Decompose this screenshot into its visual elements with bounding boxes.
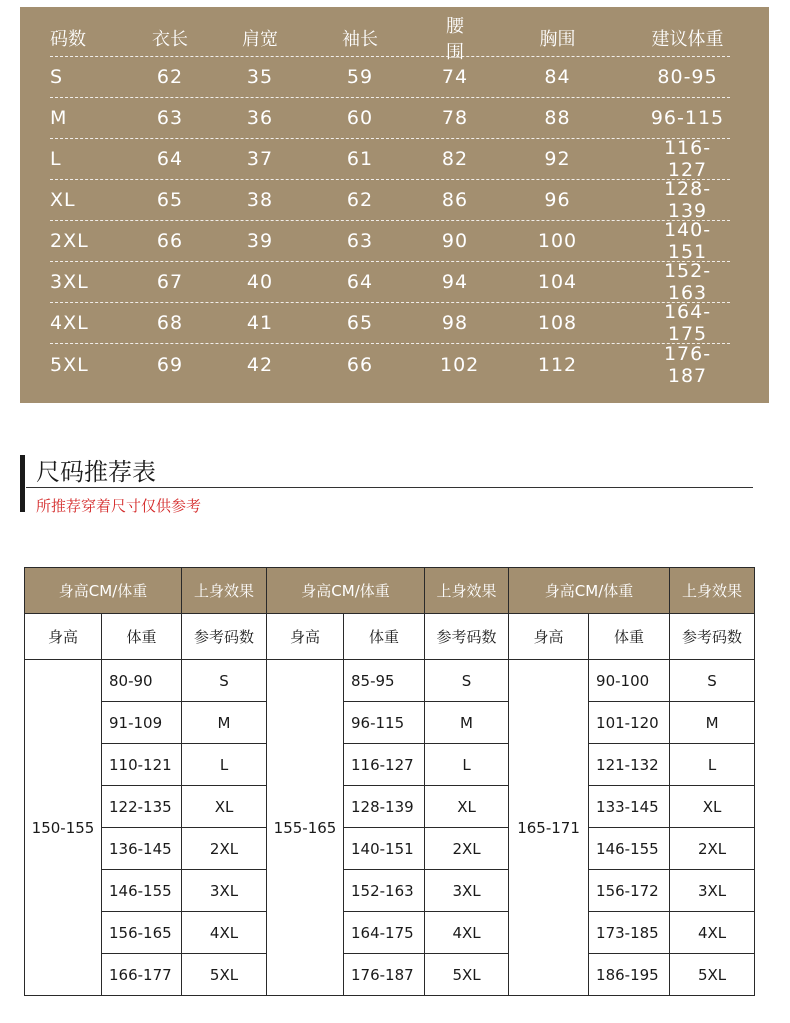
column-header-height: 身高	[509, 614, 589, 660]
size-chart-panel	[20, 7, 769, 403]
size-chart-row	[50, 221, 730, 262]
size-chart-cell: 65	[346, 312, 374, 334]
group-header-row	[25, 568, 755, 614]
size-chart-cell: 102	[440, 353, 480, 376]
size-code-cell: 4XL	[425, 912, 509, 954]
size-chart-cell: 66	[156, 230, 184, 252]
size-chart-header-cell: 肩宽	[242, 28, 278, 50]
weight-range-cell: 136-145	[102, 828, 182, 870]
size-chart-cell: 4XL	[50, 312, 89, 334]
weight-range-cell: 85-95	[344, 660, 425, 702]
weight-range-cell: 186-195	[589, 954, 670, 996]
size-code-cell: S	[425, 660, 509, 702]
height-range-cell: 150-155	[25, 660, 102, 996]
size-chart-cell: 42	[246, 353, 274, 376]
column-header-size: 参考码数	[425, 614, 509, 660]
weight-range-cell: 96-115	[344, 702, 425, 744]
size-chart-cell: S	[50, 66, 64, 88]
column-header-weight: 体重	[344, 614, 425, 660]
size-code-cell: M	[670, 702, 755, 744]
size-chart-cell: 98	[441, 312, 469, 334]
weight-range-cell: 164-175	[344, 912, 425, 954]
column-header-size: 参考码数	[182, 614, 267, 660]
effect-header-cell: 上身效果	[425, 568, 509, 614]
weight-range-cell: 80-90	[102, 660, 182, 702]
table-row	[25, 828, 755, 870]
size-chart-header-cell: 胸围	[539, 28, 576, 50]
size-chart-cell: 64	[156, 148, 184, 170]
size-chart-header-cell: 建议体重	[651, 28, 724, 50]
size-chart-table	[50, 15, 730, 387]
size-chart-header-cell: 腰围	[446, 15, 464, 63]
weight-range-cell: 146-155	[102, 870, 182, 912]
weight-range-cell: 110-121	[102, 744, 182, 786]
weight-range-cell: 90-100	[589, 660, 670, 702]
size-code-cell: 5XL	[425, 954, 509, 996]
table-row	[25, 786, 755, 828]
weight-range-cell: 121-132	[589, 744, 670, 786]
weight-range-cell: 91-109	[102, 702, 182, 744]
group-header-cell: 身高CM/体重	[267, 568, 425, 614]
weight-range-cell: 166-177	[102, 954, 182, 996]
table-row	[25, 954, 755, 996]
size-chart-cell: 82	[441, 148, 469, 170]
size-code-cell: L	[182, 744, 267, 786]
size-chart-header-row	[50, 15, 730, 63]
size-code-cell: XL	[425, 786, 509, 828]
size-chart-cell: 62	[346, 189, 374, 211]
weight-range-cell: 176-187	[344, 954, 425, 996]
weight-range-cell: 128-139	[344, 786, 425, 828]
column-header-height: 身高	[267, 614, 344, 660]
weight-range-cell: 156-172	[589, 870, 670, 912]
size-chart-cell: 86	[441, 189, 469, 211]
weight-range-cell: 101-120	[589, 702, 670, 744]
size-code-cell: 3XL	[425, 870, 509, 912]
heading-divider	[26, 487, 753, 488]
heading-accent-bar	[20, 455, 25, 512]
weight-range-cell: 152-163	[344, 870, 425, 912]
size-code-cell: 3XL	[182, 870, 267, 912]
size-code-cell: L	[670, 744, 755, 786]
size-chart-cell: 5XL	[50, 353, 89, 376]
column-header-weight: 体重	[589, 614, 670, 660]
size-code-cell: S	[670, 660, 755, 702]
size-chart-cell: 88	[544, 107, 571, 129]
size-recommendation-table	[24, 567, 755, 996]
size-chart-cell: 128-139	[663, 178, 712, 222]
column-header-height: 身高	[25, 614, 102, 660]
size-code-cell: 2XL	[182, 828, 267, 870]
size-code-cell: 5XL	[182, 954, 267, 996]
weight-range-cell: 133-145	[589, 786, 670, 828]
size-chart-header-cell: 码数	[50, 28, 86, 50]
size-chart-cell: 64	[346, 271, 374, 293]
effect-header-cell: 上身效果	[182, 568, 267, 614]
size-chart-cell: 94	[441, 271, 469, 293]
table-row	[25, 870, 755, 912]
size-chart-cell: 39	[246, 230, 274, 252]
size-chart-cell: 63	[156, 107, 184, 129]
size-code-cell: 4XL	[670, 912, 755, 954]
section-title: 尺码推荐表	[36, 458, 156, 486]
column-header-row	[25, 614, 755, 660]
size-code-cell: 5XL	[670, 954, 755, 996]
size-chart-cell: XL	[50, 189, 76, 211]
height-range-cell: 155-165	[267, 660, 344, 996]
size-chart-cell: 3XL	[50, 271, 89, 293]
size-code-cell: L	[425, 744, 509, 786]
size-code-cell: 3XL	[670, 870, 755, 912]
column-header-weight: 体重	[102, 614, 182, 660]
size-chart-cell: 61	[346, 148, 374, 170]
size-chart-cell: 84	[544, 66, 571, 88]
size-chart-row	[50, 262, 730, 303]
size-code-cell: M	[182, 702, 267, 744]
size-chart-row	[50, 180, 730, 221]
size-chart-cell: 80-95	[657, 66, 718, 88]
size-chart-cell: 67	[156, 271, 184, 293]
size-chart-cell: 74	[441, 66, 469, 88]
size-chart-cell: 92	[544, 148, 571, 170]
size-chart-cell: 96	[544, 189, 571, 211]
size-chart-cell: 116-127	[663, 137, 712, 181]
table-row	[25, 660, 755, 702]
size-chart-row	[50, 303, 730, 344]
size-code-cell: XL	[670, 786, 755, 828]
size-chart-row	[50, 57, 730, 98]
size-chart-header-cell: 袖长	[342, 28, 378, 50]
size-code-cell: M	[425, 702, 509, 744]
weight-range-cell: 156-165	[102, 912, 182, 954]
size-chart-cell: 96-115	[650, 107, 725, 129]
size-chart-cell: 108	[537, 312, 578, 334]
size-chart-cell: 59	[346, 66, 374, 88]
size-chart-cell: 164-175	[663, 301, 712, 345]
size-chart-cell: 176-187	[663, 342, 712, 387]
weight-range-cell: 173-185	[589, 912, 670, 954]
size-chart-row	[50, 139, 730, 180]
size-code-cell: 2XL	[670, 828, 755, 870]
size-chart-cell: 63	[346, 230, 374, 252]
size-chart-cell: 78	[441, 107, 469, 129]
table-row	[25, 912, 755, 954]
weight-range-cell: 116-127	[344, 744, 425, 786]
weight-range-cell: 146-155	[589, 828, 670, 870]
size-chart-cell: 60	[346, 107, 374, 129]
size-chart-cell: 104	[537, 271, 578, 293]
size-chart-cell: 66	[346, 353, 374, 376]
size-chart-cell: 2XL	[50, 230, 89, 252]
size-chart-cell: 152-163	[663, 260, 712, 304]
size-chart-cell: 68	[156, 312, 184, 334]
size-code-cell: XL	[182, 786, 267, 828]
size-chart-cell: 112	[537, 353, 578, 376]
size-code-cell: S	[182, 660, 267, 702]
table-row	[25, 702, 755, 744]
size-chart-cell: L	[50, 148, 62, 170]
column-header-size: 参考码数	[670, 614, 755, 660]
group-header-cell: 身高CM/体重	[25, 568, 182, 614]
size-chart-row	[50, 98, 730, 139]
size-chart-cell: 90	[441, 230, 469, 252]
section-subtitle: 所推荐穿着尺寸仅供参考	[36, 497, 202, 515]
size-chart-cell: 41	[246, 312, 274, 334]
size-code-cell: 4XL	[182, 912, 267, 954]
table-row	[25, 744, 755, 786]
size-chart-cell: 40	[246, 271, 274, 293]
size-chart-cell: 62	[156, 66, 184, 88]
height-range-cell: 165-171	[509, 660, 589, 996]
size-chart-cell: 100	[537, 230, 578, 252]
size-chart-cell: 65	[156, 189, 184, 211]
size-chart-cell: M	[50, 107, 68, 129]
size-chart-cell: 140-151	[663, 219, 712, 263]
size-chart-cell: 36	[246, 107, 274, 129]
size-code-cell: 2XL	[425, 828, 509, 870]
size-chart-cell: 37	[246, 148, 274, 170]
size-chart-cell: 69	[156, 353, 184, 376]
group-header-cell: 身高CM/体重	[509, 568, 670, 614]
effect-header-cell: 上身效果	[670, 568, 755, 614]
size-chart-cell: 35	[246, 66, 274, 88]
weight-range-cell: 122-135	[102, 786, 182, 828]
weight-range-cell: 140-151	[344, 828, 425, 870]
size-chart-row	[50, 344, 730, 385]
size-chart-cell: 38	[246, 189, 274, 211]
size-chart-header-cell: 衣长	[152, 28, 188, 50]
